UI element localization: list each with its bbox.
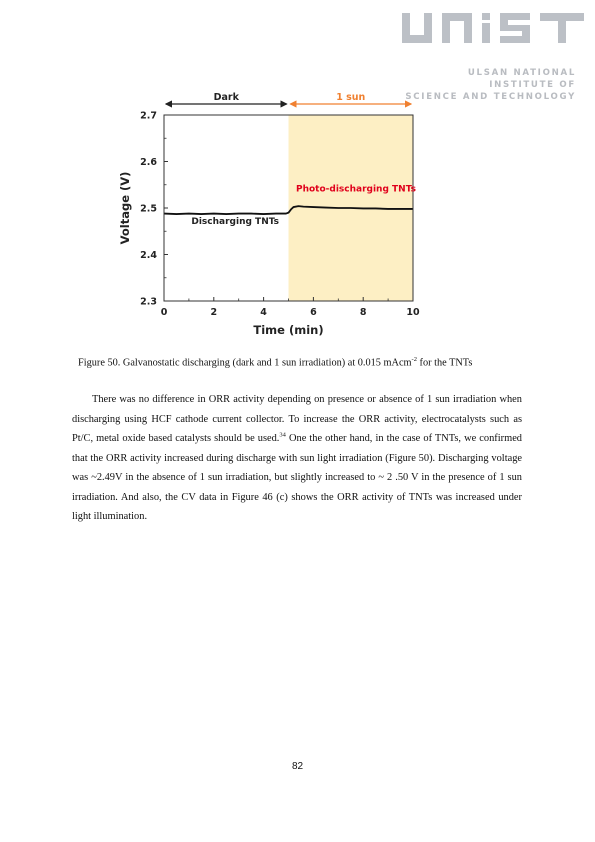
y-tick-label: 2.3 xyxy=(140,296,157,308)
region-arrows xyxy=(166,92,411,104)
region-0 xyxy=(164,115,289,301)
y-tick-label: 2.4 xyxy=(140,250,157,261)
logo-subtitle-line2: SCIENCE AND TECHNOLOGY xyxy=(405,92,576,102)
y-tick-label: 2.5 xyxy=(140,203,157,215)
x-tick-label: 4 xyxy=(260,307,267,318)
x-tick-label: 2 xyxy=(210,307,218,318)
annotation-0: Discharging TNTs xyxy=(191,216,280,227)
y-tick-label: 2.6 xyxy=(140,157,157,168)
x-tick-label: 0 xyxy=(160,307,168,318)
caption-superscript: -2 xyxy=(411,356,417,363)
unist-logo-mark xyxy=(398,10,588,50)
x-tick-label: 8 xyxy=(359,307,367,318)
paragraph-text-1: There was no difference in ORR activity depending on presence or absence of 1 sun irradiation when discharging using HCF cathode current collector. To increase the ORR activity, electrocatalysts such as Pt/C, metal oxide based catalysts should be used. xyxy=(72,394,522,444)
region-label-0: Dark xyxy=(213,92,239,103)
x-tick-label: 6 xyxy=(310,307,317,318)
citation-ref: 34 xyxy=(279,431,286,439)
annotation-1: Photo-discharging TNTs xyxy=(295,184,417,195)
region-label-1: 1 sun xyxy=(336,92,366,103)
caption-end: for the TNTs xyxy=(416,357,473,369)
voltage-time-chart xyxy=(110,86,430,340)
caption-main: Figure 50. Galvanostatic discharging (dark and 1 sun irradiation) at 0.015 mAcm xyxy=(78,357,412,369)
figure-caption xyxy=(78,353,538,370)
y-axis-label: Voltage (V) xyxy=(118,171,132,245)
unist-logo xyxy=(398,10,588,102)
x-tick-label: 10 xyxy=(406,307,420,318)
x-axis-label: Time (min) xyxy=(253,323,324,337)
logo-subtitle-line1: ULSAN NATIONAL INSTITUTE OF xyxy=(467,68,576,90)
body-paragraph xyxy=(72,390,522,527)
page-number: 82 xyxy=(291,761,304,772)
paragraph-text-2: One the other hand, in the case of TNTs, we confirmed that the ORR activity increased during discharge with sun light irradiation (Figure 50). Discharging voltage was ~2.49V in the absence of 1 sun irradiation, but slightly increased to ~ 2 .50 V in the presence of 1 sun irradiation. And also, the CV data in Figure 46 (c) shows the ORR activity of TNTs was increased under light illumination. xyxy=(72,433,523,522)
y-tick-label: 2.7 xyxy=(140,110,157,122)
